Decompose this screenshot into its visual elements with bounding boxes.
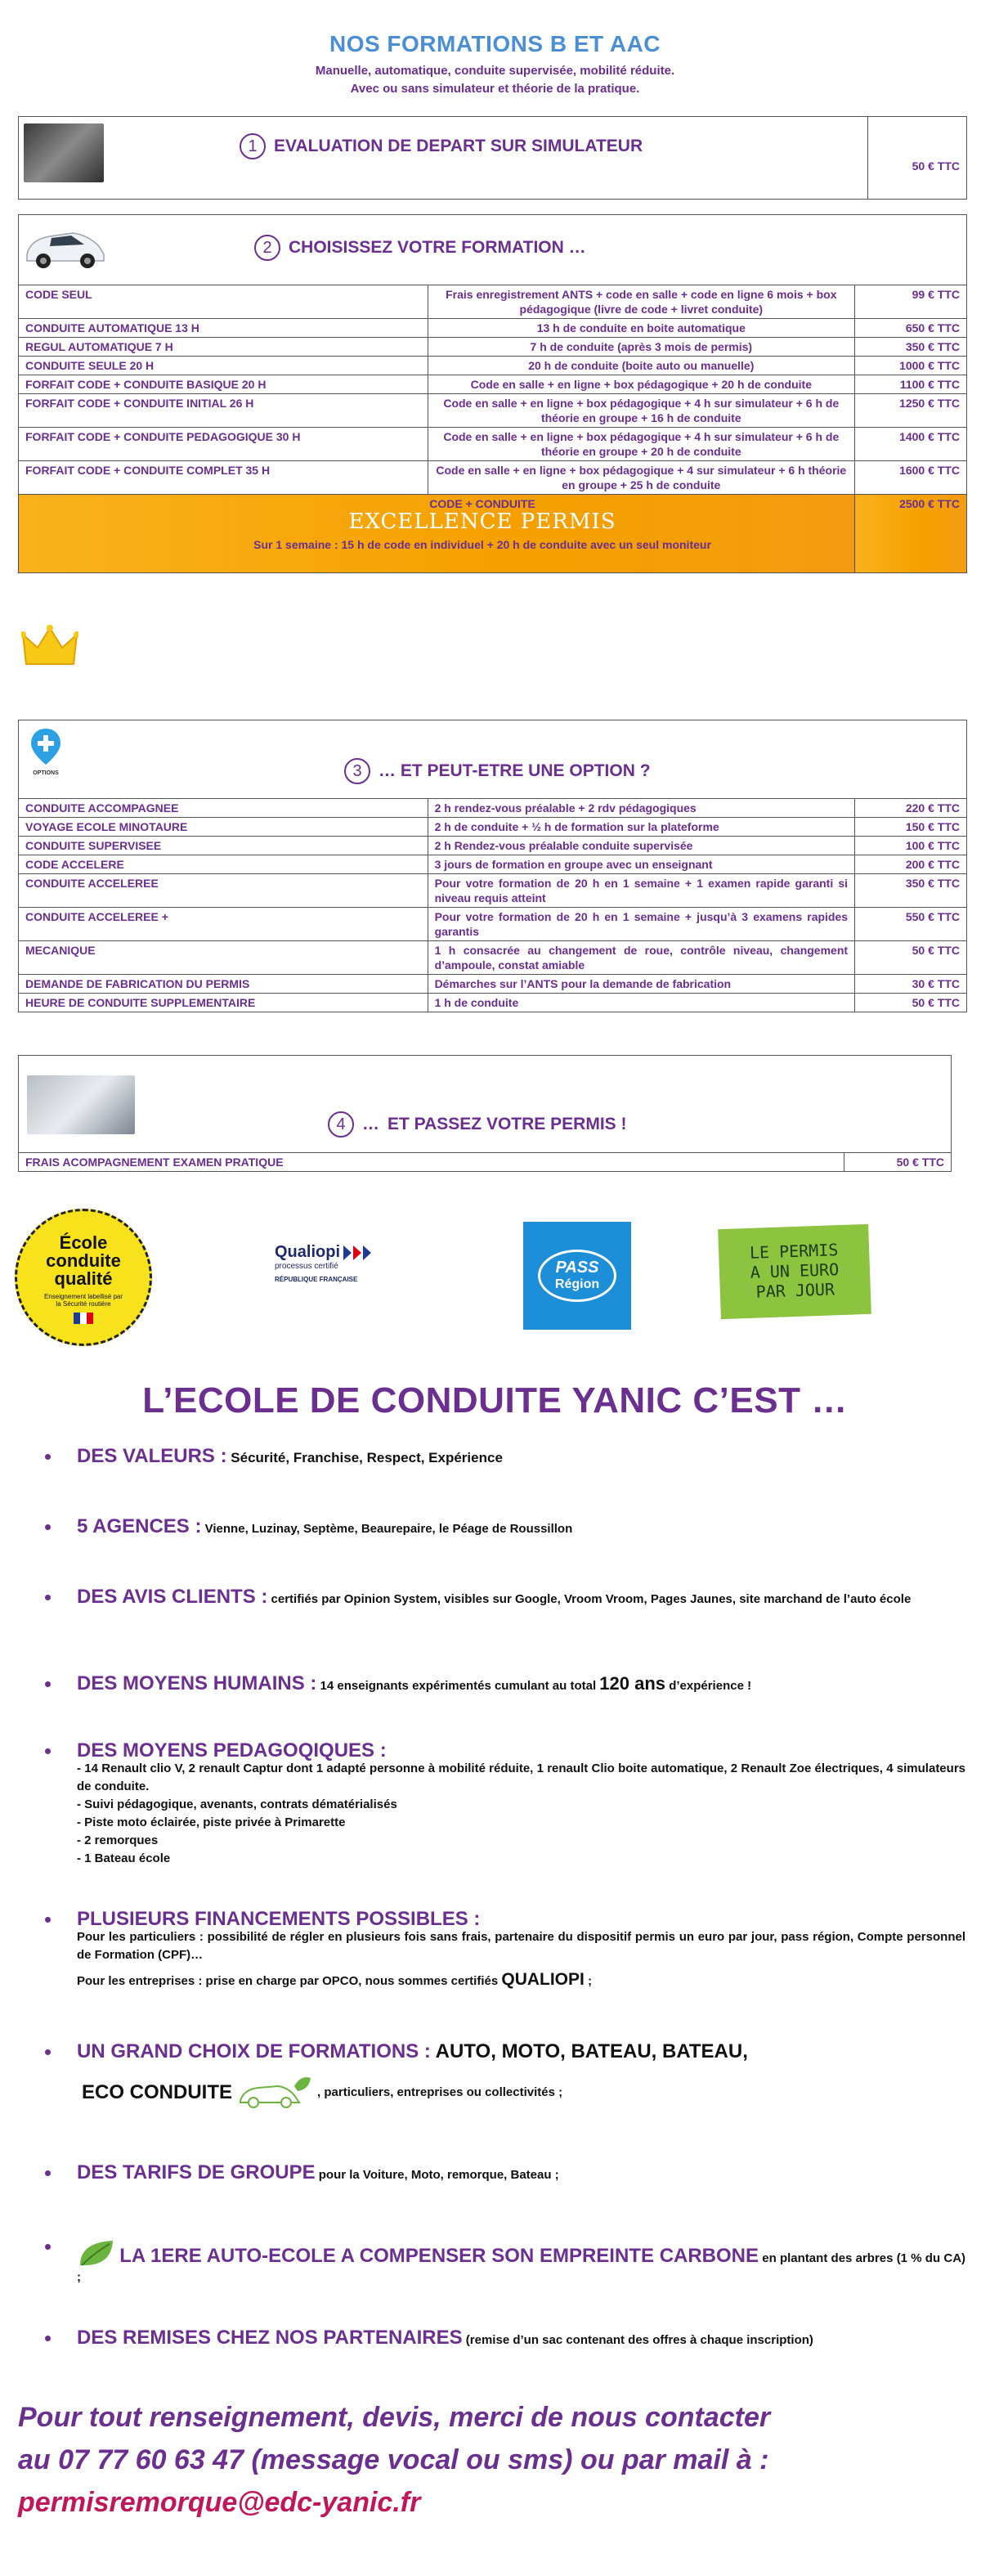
row-price: 200 € TTC [855,855,967,874]
peda-line: - Piste moto éclairée, piste privée à Primarette [77,1815,346,1829]
row-description: 1 h de conduite [428,994,854,1012]
row-price: 550 € TTC [855,908,967,941]
row-price: 1250 € TTC [855,394,967,428]
row-price: 150 € TTC [855,818,967,837]
row-description: Pour votre formation de 20 h en 1 semaine + 1 examen rapide garanti si niveau requis atteint [428,874,854,908]
step-number-2: 2 [254,235,280,261]
bullet-dot [45,2244,51,2250]
table-row [19,855,967,874]
pass-line-1: PASS [555,1259,599,1277]
avis-text: certifiés par Opinion System, visibles sur Google, Vroom Vroom, Pages Jaunes, site marchand de l’auto école [267,1592,912,1606]
row-price: 350 € TTC [855,874,967,908]
step-number-3: 3 [344,758,370,784]
qualiopi-subtitle: processus certifié [275,1262,338,1271]
row-price: 350 € TTC [855,338,967,357]
bullet-dot [45,1681,51,1687]
row-description: 7 h de conduite (après 3 mois de permis) [428,338,855,357]
permis-un-euro-logo [718,1224,871,1319]
formations-table [18,285,967,573]
row-name: VOYAGE ECOLE MINOTAURE [19,818,428,837]
contact-block [18,2396,983,2524]
peda-lines [77,1760,965,1868]
row-name: FORFAIT CODE + CONDUITE BASIQUE 20 H [19,375,428,394]
row-description: 1 h consacrée au changement de roue, contrôle niveau, changement d’ampoule, constat amiable [428,941,854,975]
list-item-avis [46,1588,965,1609]
choix-end: , particuliers, entreprises ou collectivités ; [317,2085,563,2099]
row-description: Code en salle + en ligne + box pédagogique + 20 h de conduite [428,375,855,394]
row-price: 100 € TTC [855,837,967,855]
row-description: Code en salle + en ligne + box pédagogique + 4 h sur simulateur + 6 h de théorie en groupe + 20 h de conduite [428,428,855,461]
row-price: 650 € TTC [855,319,967,338]
table-row [19,975,967,994]
row-name: DEMANDE DE FABRICATION DU PERMIS [19,975,428,994]
row-price: 50 € TTC [855,941,967,975]
row-name: CONDUITE AUTOMATIQUE 13 H [19,319,428,338]
yanic-title: L’ECOLE DE CONDUITE YANIC C’EST … [142,1380,848,1420]
carbone-text: en plantant des arbres (1 % du CA) ; [77,2251,966,2284]
row-name: FORFAIT CODE + CONDUITE PEDAGOGIQUE 30 H [19,428,428,461]
table-row [19,338,967,357]
permis-card-photo [27,1075,135,1134]
row-price: 1400 € TTC [855,428,967,461]
table-row [19,375,967,394]
row-name: CONDUITE SEULE 20 H [19,357,428,375]
row-description: Code en salle + en ligne + box pédagogique + 4 sur simulateur + 6 h théorie en groupe + 25 h de conduite [428,461,855,495]
qualiopi-arrows-icon [343,1244,373,1262]
simulator-photo [24,123,104,182]
row-description: 20 h de conduite (boite auto ou manuelle) [428,357,855,375]
finance-head: PLUSIEURS FINANCEMENTS POSSIBLES : [77,1908,481,1930]
choix-head: UN GRAND CHOIX DE FORMATIONS : [77,2040,431,2062]
table-row [19,837,967,855]
section-permis [18,1055,952,1153]
excellence-price: 2500 € TTC [855,495,967,573]
bullet-dot [45,2049,51,2055]
row-price: 1100 € TTC [855,375,967,394]
row-name: HEURE DE CONDUITE SUPPLEMENTAIRE [19,994,428,1012]
row-price: 99 € TTC [855,285,967,319]
crown-icon [21,623,78,672]
ecole-qualite-line-1: École [59,1232,108,1253]
remises-head: DES REMISES CHEZ NOS PARTENAIRES [77,2327,463,2349]
ecole-qualite-small: Enseignement labellisé par la Sécurité routière [43,1293,123,1308]
valeurs-text: Sécurité, Franchise, Respect, Expérience [226,1450,503,1465]
contact-email-link[interactable]: permisremorque@edc-yanic.fr [18,2487,421,2518]
humains-text: 14 enseignants expérimentés cumulant au total [316,1679,600,1693]
table-row [19,1153,952,1172]
eco-car-icon [237,2075,312,2111]
list-item-pedagogiques [46,1739,965,1868]
plus-pin-icon [28,727,64,766]
row-name: CONDUITE SUPERVISEE [19,837,428,855]
permis-euro-line-3: PAR JOUR [755,1279,835,1302]
options-icon-label: OPTIONS [33,770,59,776]
price-divider [867,117,869,199]
bullet-dot [45,1917,51,1923]
page-subtitle [0,62,990,98]
table-row-excellence [19,495,967,573]
qualiopi-name: Qualiopi [275,1243,340,1261]
options-icon [27,727,65,776]
step-number-1: 1 [240,133,266,159]
row-name: REGUL AUTOMATIQUE 7 H [19,338,428,357]
table-row [19,428,967,461]
section-1-heading [240,133,643,159]
row-description: 2 h de conduite + ½ h de formation sur la plateforme [428,818,854,837]
list-item-carbone [46,2237,965,2287]
row-name: CODE SEUL [19,285,428,319]
list-item-agences [46,1515,965,1538]
excellence-name: EXCELLENCE PERMIS [348,509,616,534]
finance-big: QUALIOPI [501,1970,585,1989]
row-name: CONDUITE ACCELEREE + [19,908,428,941]
pass-region-logo [523,1222,631,1330]
bullet-dot [45,1454,51,1460]
humains-end: d’expérience ! [665,1679,752,1693]
peda-line: - 2 remorques [77,1833,159,1847]
ecole-conduite-qualite-logo [15,1209,152,1346]
peda-line: - 1 Bateau école [77,1851,171,1865]
bullet-dot [45,1524,51,1530]
bullet-dot [45,2336,51,2341]
list-item-financements [46,1910,965,1990]
row-price: 1000 € TTC [855,357,967,375]
car-icon [22,222,107,272]
humains-big: 120 ans [599,1673,666,1694]
list-item-valeurs [46,1447,965,1468]
row-price: 1600 € TTC [855,461,967,495]
row-name: CONDUITE ACCOMPAGNEE [19,799,428,818]
row-name: FORFAIT CODE + CONDUITE INITIAL 26 H [19,394,428,428]
table-row [19,319,967,338]
finance-line-1: Pour les particuliers : possibilité de régler en plusieurs fois sans frais, partenaire du dispositif permis un euro par jour, pass région, Compte personnel de Formation (CPF)… [77,1930,965,1962]
row-name: CODE ACCELERE [19,855,428,874]
row-price: 220 € TTC [855,799,967,818]
list-item-humains [46,1672,965,1695]
remises-text: (remise d’un sac contenant des offres à chaque inscription) [462,2333,813,2347]
row-description: Pour votre formation de 20 h en 1 semaine + jusqu’à 3 examens rapides garantis [428,908,854,941]
row-description: 2 h rendez-vous préalable + 2 rdv pédagogiques [428,799,854,818]
permis-table [18,1152,952,1172]
carbone-head: LA 1ERE AUTO-ECOLE A COMPENSER SON EMPREINTE CARBONE [119,2245,759,2267]
excellence-top: CODE + CONDUITE [429,497,535,510]
row-description: Frais enregistrement ANTS + code en salle + code en ligne 6 mois + box pédagogique (livre de code + livret conduite) [428,285,855,319]
bullet-dot [45,1595,51,1600]
row-description: 13 h de conduite en boite automatique [428,319,855,338]
agences-text: Vienne, Luzinay, Septème, Beaurepaire, le Péage de Roussillon [201,1522,573,1536]
choix-text: AUTO, MOTO, BATEAU, BATEAU, [430,2040,748,2062]
pass-line-2: Région [554,1277,600,1291]
table-row [19,357,967,375]
finance-end: ; [584,1974,593,1988]
permis-euro-line-1: LE PERMIS [749,1240,839,1263]
row-price: 50 € TTC [844,1153,952,1172]
section-formations [18,214,967,293]
agences-head: 5 AGENCES : [77,1515,202,1537]
table-row [19,799,967,818]
row-description: Démarches sur l’ANTS pour la demande de fabrication [428,975,854,994]
row-description: Code en salle + en ligne + box pédagogique + 4 h sur simulateur + 6 h de théorie en groupe + 16 h de conduite [428,394,855,428]
step-number-4: 4 [328,1111,354,1138]
avis-head: DES AVIS CLIENTS : [77,1586,268,1608]
bullet-dot [45,1748,51,1754]
options-table [18,798,967,1012]
peda-head: DES MOYENS PEDAGOQIQUES : [77,1739,387,1761]
permis-euro-line-2: A UN EURO [750,1259,840,1282]
table-row [19,818,967,837]
row-price: 50 € TTC [855,994,967,1012]
table-row [19,394,967,428]
peda-line: - 14 Renault clio V, 2 renault Captur dont 1 adapté personne à mobilité réduite, 1 renault Clio boite automatique, 2 Renault Zoe électriques, 4 simulateurs de conduite. [77,1761,965,1793]
finance-line-2: Pour les entreprises : prise en charge par OPCO, nous sommes certifiés [77,1974,502,1988]
valeurs-head: DES VALEURS : [77,1445,227,1467]
table-row [19,908,967,941]
bullet-dot [45,2170,51,2176]
qualiopi-rf: RÉPUBLIQUE FRANÇAISE [275,1276,358,1283]
table-row [19,941,967,975]
table-row [19,874,967,908]
evaluation-price: 50 € TTC [912,159,960,173]
section-evaluation [18,116,967,200]
contact-line-1: Pour tout renseignement, devis, merci de nous contacter [18,2402,771,2433]
page-title: NOS FORMATIONS B ET AAC [329,31,661,56]
section-4-dots: … [362,1115,379,1133]
list-item-groupe [46,2161,965,2184]
ecole-qualite-line-3: qualité [54,1268,113,1289]
section-1-title: EVALUATION DE DEPART SUR SIMULATEUR [274,137,643,155]
row-name: FRAIS ACOMPAGNEMENT EXAMEN PRATIQUE [19,1153,844,1172]
groupe-head: DES TARIFS DE GROUPE [77,2161,316,2183]
list-item-remises [46,2329,965,2349]
table-row [19,461,967,495]
row-description: 3 jours de formation en groupe avec un enseignant [428,855,854,874]
row-price: 30 € TTC [855,975,967,994]
humains-head: DES MOYENS HUMAINS : [77,1672,317,1694]
contact-line-2: au 07 77 60 63 47 (message vocal ou sms) ou par mail à : [18,2444,769,2475]
row-description: 2 h Rendez-vous préalable conduite supervisée [428,837,854,855]
section-2-title: CHOISISSEZ VOTRE FORMATION … [289,238,586,257]
row-name: CONDUITE ACCELEREE [19,874,428,908]
section-3-heading [344,758,651,784]
table-row [19,994,967,1012]
section-options [18,720,967,800]
section-4-heading [328,1111,626,1138]
subtitle-line-2: Avec ou sans simulateur et théorie de la pratique. [350,82,640,96]
section-3-title: … ET PEUT-ETRE UNE OPTION ? [379,761,651,780]
ecole-qualite-line-2: conduite [46,1250,121,1271]
qualiopi-logo [275,1243,405,1308]
french-flag-icon [74,1313,93,1324]
subtitle-line-1: Manuelle, automatique, conduite supervisée, mobilité réduite. [315,64,675,78]
section-4-title: ET PASSEZ VOTRE PERMIS ! [387,1115,627,1133]
section-2-heading [254,235,586,261]
leaf-icon [77,2237,116,2269]
row-name: FORFAIT CODE + CONDUITE COMPLET 35 H [19,461,428,495]
choix-eco: ECO CONDUITE [82,2081,233,2103]
excellence-cell [19,495,855,573]
table-row [19,285,967,319]
peda-line: - Suivi pédagogique, avenants, contrats dématérialisés [77,1797,397,1811]
row-name: MECANIQUE [19,941,428,975]
list-item-choix [46,2040,965,2111]
groupe-text: pour la Voiture, Moto, remorque, Bateau ; [315,2168,559,2182]
excellence-desc: Sur 1 semaine : 15 h de code en individuel + 20 h de conduite avec un seul moniteur [253,538,711,551]
